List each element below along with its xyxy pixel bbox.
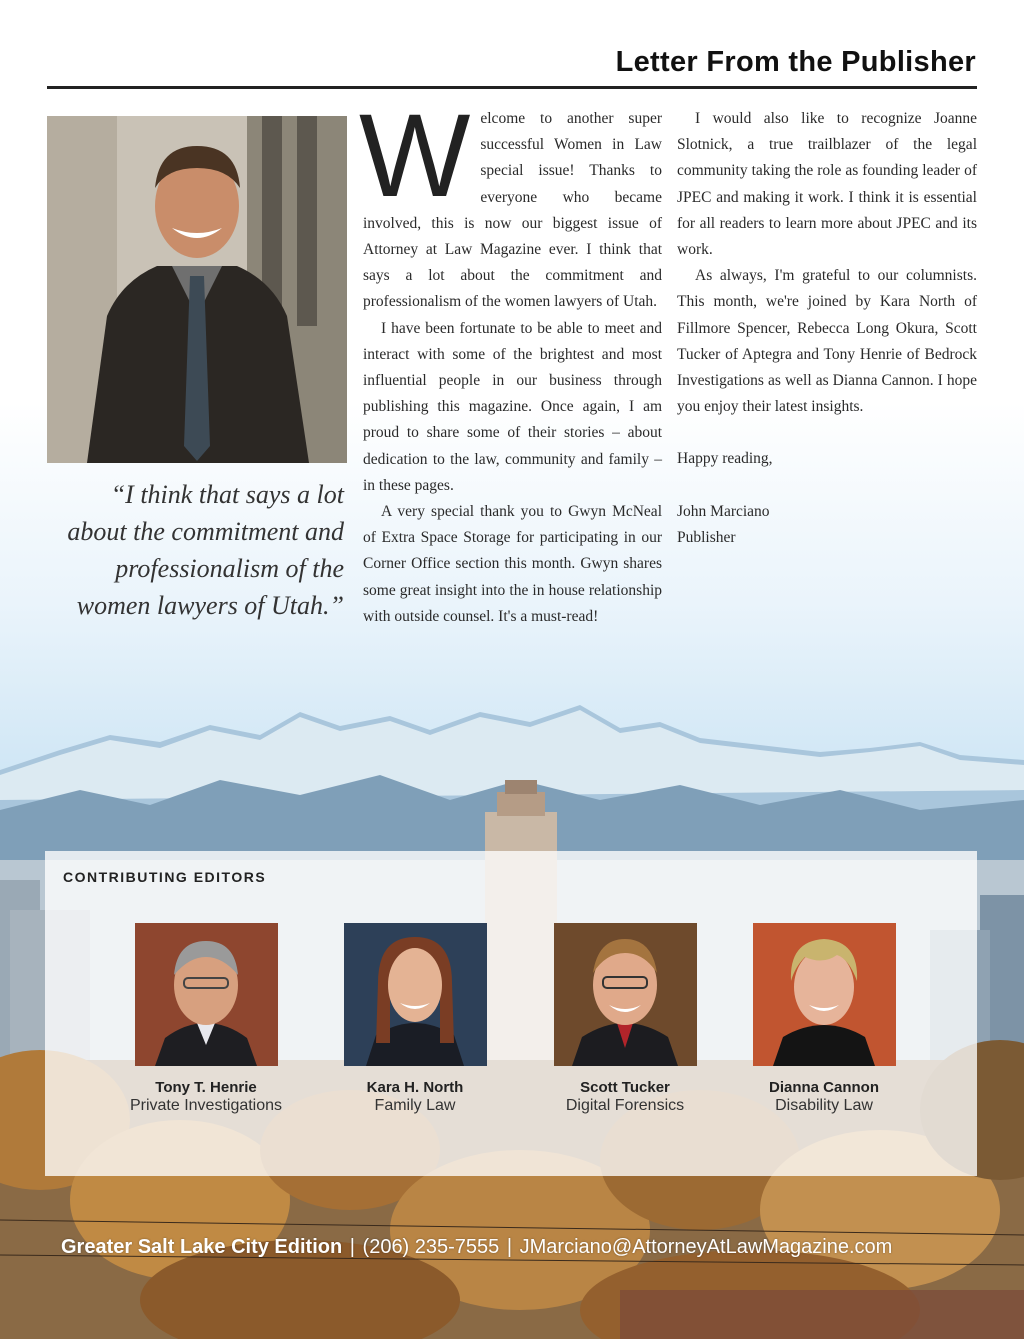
edition-label: Greater Salt Lake City Edition (61, 1236, 343, 1258)
editor-photo (753, 923, 896, 1066)
letter-column-1 (359, 90, 662, 630)
page-title: Letter From the Publisher (615, 46, 976, 78)
pull-quote: “I think that says a lot about the commitment and professionalism of the women lawyers of Utah.” (67, 480, 344, 620)
contributing-editors-panel (45, 851, 977, 1176)
letter-paragraph: A very special thank you to Gwyn McNeal of Extra Space Storage for participating in our Corner Office section this month. Gwyn shares some great insight into the in house relationship with outside counsel. It's a must-read! (363, 503, 662, 625)
title-rule (47, 86, 977, 89)
letter-paragraph: I have been fortunate to be able to meet and interact with some of the brightest and most influential people in our business through publishing this magazine. Once again, I am proud to share some of their stories – about dedication to the law, community and family – in these pages. (363, 319, 662, 494)
footer-separator: | (506, 1236, 513, 1258)
letter-column-2 (677, 106, 977, 551)
editor-specialty: Private Investigations (129, 1097, 283, 1114)
editor-specialty: Disability Law (775, 1097, 873, 1114)
editor-photo (554, 923, 697, 1066)
editor-name: Dianna Cannon (768, 1079, 879, 1096)
editor-specialty: Family Law (374, 1097, 456, 1114)
drop-cap: W (359, 90, 471, 222)
signature-name: John Marciano (677, 502, 770, 520)
editor-name: Tony T. Henrie (155, 1079, 257, 1096)
footer-email[interactable]: JMarciano@AttorneyAtLawMagazine.com (519, 1236, 893, 1258)
signature-title: Publisher (677, 528, 736, 546)
closing-line: Happy reading, (677, 450, 773, 468)
footer-separator: | (349, 1236, 355, 1258)
editor-name: Kara H. North (366, 1079, 464, 1096)
editor-name: Scott Tucker (580, 1079, 670, 1096)
editor-card (315, 923, 515, 1115)
publisher-portrait (47, 116, 347, 463)
letter-paragraph: As always, I'm grateful to our columnists. This month, we're joined by Kara North of Fillmore Spencer, Rebecca Long Okura, Scott Tucker of Aptegra and Tony Henrie of Bedrock Investigations as well as Dianna Cannon. I hope you enjoy their latest insights. (677, 267, 977, 416)
editor-photo (135, 923, 278, 1066)
editor-specialty: Digital Forensics (565, 1097, 685, 1114)
footer-phone[interactable]: (206) 235-7555 (362, 1236, 500, 1258)
editor-card (106, 923, 306, 1115)
letter-paragraph: elcome to another super successful Women in Law special issue! Thanks to everyone who became involved, this is now our biggest issue of Attorney at Law Magazine ever. I think that says a lot about the commitment and professionalism of the women lawyers of Utah. (363, 110, 662, 311)
editor-card (724, 923, 924, 1115)
footer-contact-line (61, 1236, 892, 1259)
editor-card (525, 923, 725, 1115)
letter-paragraph: I would also like to recognize Joanne Slotnick, a true trailblazer of the legal community taking the role as founding leader of JPEC and making it work. I think it is essential for all readers to learn more about JPEC and its work. (677, 110, 977, 259)
contributing-editors-heading: CONTRIBUTING EDITORS (63, 869, 267, 885)
editor-photo (344, 923, 487, 1066)
